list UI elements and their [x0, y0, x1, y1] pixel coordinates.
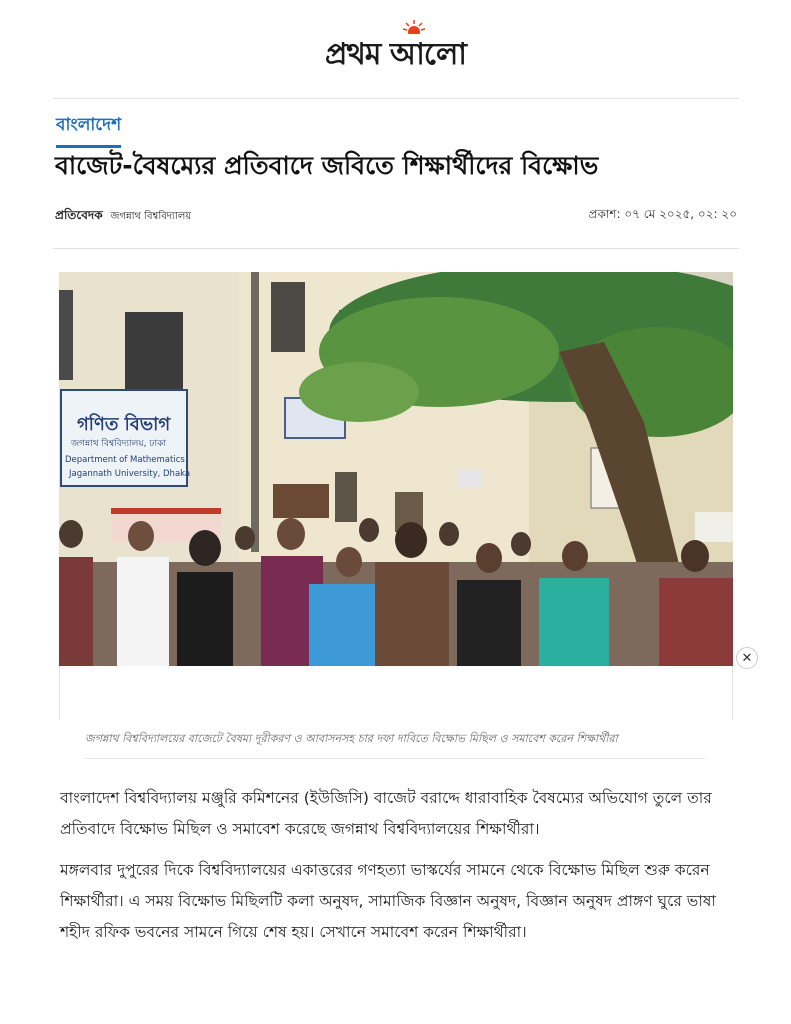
published-time: প্রকাশ: ০৭ মে ২০২৫, ০২: ২০ — [588, 207, 737, 221]
lead-photo-frame — [59, 272, 753, 720]
svg-text:গণিত বিভাগ: গণিত বিভাগ — [77, 414, 171, 435]
byline — [55, 207, 191, 227]
svg-text:Department of Mathematics: Department of Mathematics — [65, 455, 185, 465]
divider — [53, 248, 739, 249]
lead-photo — [59, 272, 733, 666]
photo-ad-space — [59, 666, 733, 720]
divider — [85, 758, 705, 759]
divider — [53, 98, 739, 99]
article-paragraph: বাংলাদেশ বিশ্ববিদ্যালয় মঞ্জুরি কমিশনের (ইউজিসি) বাজেট বরাদ্দে ধারাবাহিক বৈষম্যের অভিযোগ তুলে তার প্রতিবাদে বিক্ষোভ মিছিল ও সমাবেশ করেছে জগন্নাথ বিশ্ববিদ্যালয়ের শিক্ষার্থীরা। — [60, 789, 712, 838]
prothom-alo-logo[interactable] — [325, 30, 466, 81]
close-icon[interactable]: ✕ — [736, 647, 758, 669]
svg-text:জগন্নাথ বিশ্ববিদ্যালয়, ঢাকা: জগন্নাথ বিশ্ববিদ্যালয়, ঢাকা — [71, 439, 166, 449]
article-paragraph: মঙ্গলবার দুপুরের দিকে বিশ্ববিদ্যালয়ের একাত্তরের গণহত্যা ভাস্কর্যের সামনে থেকে বিক্ষোভ মিছিল শুরু করেন শিক্ষার্থীরা। এ সময় বিক্ষোভ মিছিলটি কলা অনুষদ, সামাজিক বিজ্ঞান অনুষদ, বিজ্ঞান অনুষদ প্রাঙ্গণ ঘুরে ভাষা শহীদ রফিক ভবনের সামনে গিয়ে শেষ হয়। সেখানে সমাবেশ করেন শিক্ষার্থীরা। — [60, 861, 716, 941]
sun-icon — [403, 20, 425, 34]
section-link[interactable]: বাংলাদেশ — [56, 112, 121, 148]
logo-text: প্রথম আলো — [324, 36, 467, 72]
masthead — [0, 30, 791, 80]
svg-text:Jagannath University, Dhaka: Jagannath University, Dhaka — [69, 469, 191, 479]
author-name[interactable]: প্রতিবেদক — [55, 208, 103, 222]
photo-caption: জগন্নাথ বিশ্ববিদ্যালয়ের বাজেটে বৈষম্য দূরীকরণ ও আবাসনসহ চার দফা দাবিতে বিক্ষোভ মিছিল ও সমাবেশ করেন শিক্ষার্থীরা — [85, 732, 618, 745]
headline: বাজেট-বৈষম্যের প্রতিবাদে জবিতে শিক্ষার্থীদের বিক্ষোভ — [55, 151, 599, 180]
author-affiliation: জগন্নাথ বিশ্ববিদ্যালয় — [110, 211, 192, 222]
